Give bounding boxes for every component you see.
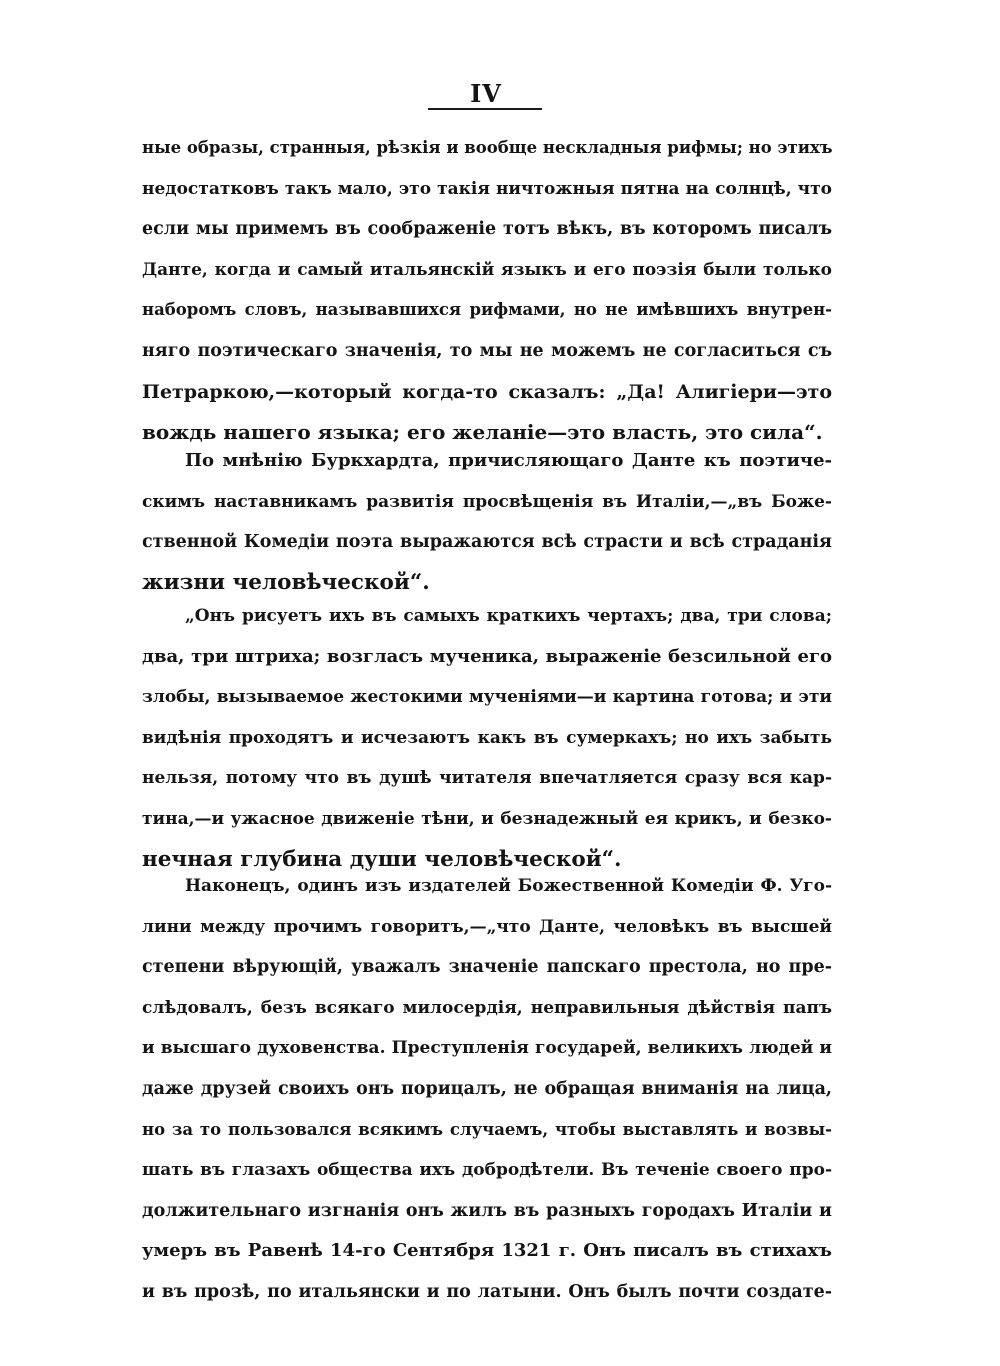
text-line: скимъ наставникамъ развитія просвѣщенія въ Италіи,—„въ Боже-: [142, 491, 832, 512]
text-line: но за то пользовался всякимъ случаемъ, чтобы выставлять и возвы-: [142, 1119, 832, 1139]
text-line: недостатковъ такъ мало, это такія ничтожныя пятна на солнцѣ, что: [142, 178, 832, 199]
text-line: Петраркою,—который когда-то сказалъ: „Да! Алигіери—это: [142, 380, 832, 403]
paragraph-3: [142, 596, 832, 880]
text-line: шать въ глазахъ общества ихъ добродѣтели. Въ теченіе своего про-: [142, 1160, 832, 1181]
text-line: вождь нашего языка; его желаніе—это власть, это сила“.: [142, 420, 823, 445]
text-line: два, три штриха; возгласъ мученика, выраженіе безсильной его: [142, 645, 832, 667]
text-line: нельзя, потому что въ душѣ читателя впечатляется сразу вся кар-: [142, 768, 832, 789]
text-line: умеръ въ Равенѣ 14-го Сентября 1321 г. Онъ писалъ въ стихахъ: [142, 1240, 832, 1262]
paragraph-4: [142, 866, 832, 1313]
text-line: Данте, когда и самый итальянскій языкъ и его поэзія были только: [142, 259, 832, 280]
text-line: ные образы, странныя, рѣзкія и вообще нескладныя рифмы; но этихъ: [142, 138, 832, 157]
text-line: степени вѣрующій, уважалъ значеніе папскаго престола, но пре-: [142, 957, 832, 978]
text-line: нечная глубина души человѣческой“.: [142, 846, 622, 872]
text-line: и въ прозѣ, по итальянски и по латыни. Онъ былъ почти создате-: [142, 1281, 832, 1302]
text-line: слѣдовалъ, безъ всякаго милосердія, неправильныя дѣйствія папъ: [142, 997, 832, 1018]
header-rule: [428, 108, 542, 110]
paragraph-1: [142, 128, 832, 453]
text-line: даже друзей своихъ онъ порицалъ, не обращая вниманія на лица,: [142, 1078, 832, 1099]
text-line: и высшаго духовенства. Преступленія государей, великихъ людей и: [142, 1038, 832, 1059]
text-line: если мы примемъ въ соображеніе тотъ вѣкъ, въ которомъ писалъ: [142, 219, 832, 240]
text-line: должительнаго изгнанія онъ жилъ въ разныхъ городахъ Италіи и: [142, 1200, 832, 1221]
text-line: няго поэтическаго значенія, то мы не можемъ не согласиться съ: [142, 340, 832, 361]
text-line: тина,—и ужасное движеніе тѣни, и безнадежный ея крикъ, и безко-: [142, 808, 832, 829]
text-line: наборомъ словъ, называвшихся рифмами, но не имѣвшихъ внутрен-: [142, 300, 832, 320]
text-line: Наконецъ, одинъ изъ издателей Божественной Комедіи Ф. Уго-: [185, 876, 832, 896]
text-line: По мнѣнію Буркхардта, причисляющаго Данте къ поэтиче-: [185, 450, 832, 471]
text-line: видѣнія проходятъ и исчезаютъ какъ въ сумеркахъ; но ихъ забыть: [142, 727, 832, 748]
text-line: лини между прочимъ говоритъ,—„что Данте, человѣкъ въ высшей: [142, 916, 832, 937]
page-number: IV: [470, 79, 502, 108]
text-line: ственной Комедіи поэта выражаются всѣ страсти и всѣ страданія: [142, 532, 832, 553]
text-line: злобы, вызываемое жестокими мученіями—и картина готова; и эти: [142, 687, 832, 708]
text-line: „Онъ рисуетъ ихъ въ самыхъ краткихъ чертахъ; два, три слова;: [185, 606, 832, 626]
paragraph-2: [142, 441, 832, 603]
text-line: жизни человѣческой“.: [142, 569, 430, 595]
